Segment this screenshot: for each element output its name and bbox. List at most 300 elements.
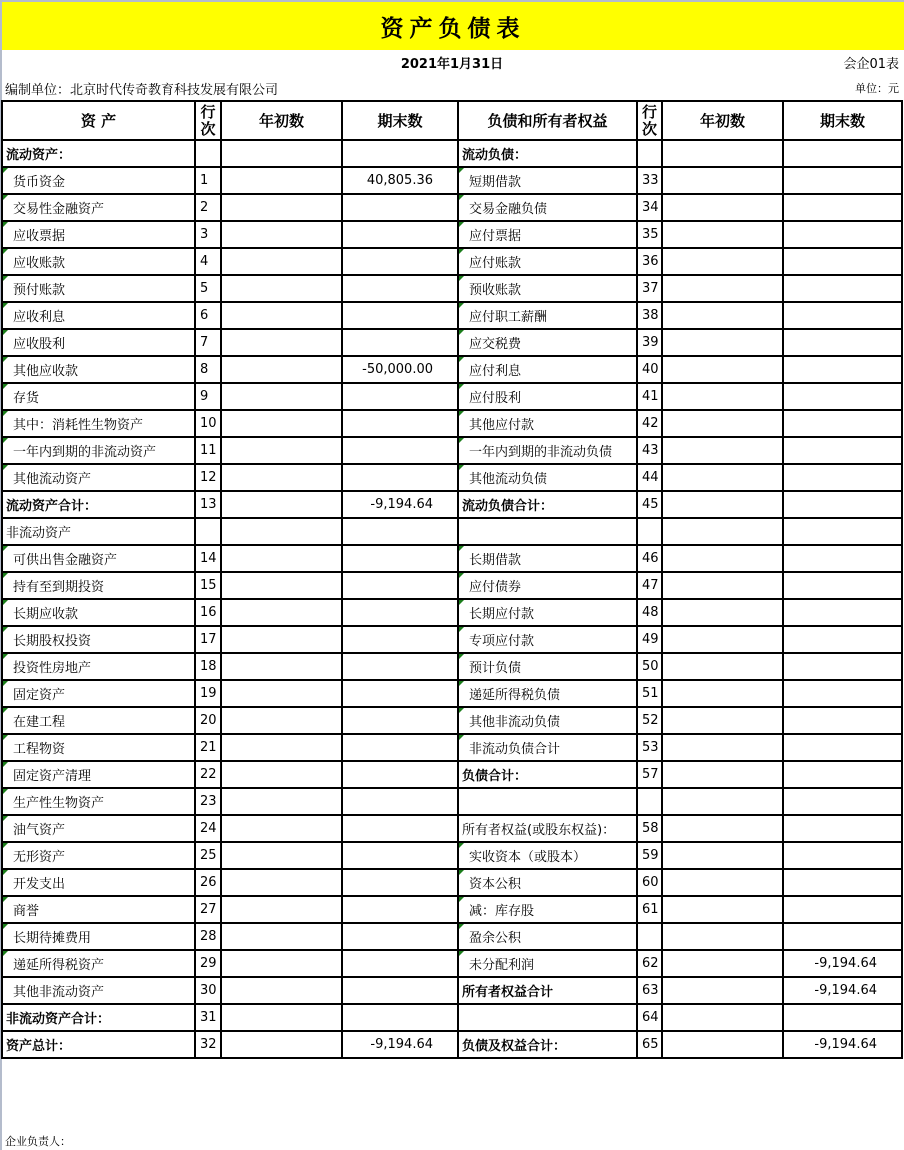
asset-begin-value[interactable] [221, 194, 342, 221]
liability-row-no[interactable] [637, 923, 662, 950]
table-row [2, 194, 902, 221]
asset-end-value[interactable]: 40,805.36 [342, 167, 458, 194]
asset-row-no[interactable]: 2 [195, 194, 221, 221]
asset-row-no[interactable]: 19 [195, 680, 221, 707]
asset-begin-value[interactable] [221, 572, 342, 599]
asset-row-no[interactable]: 24 [195, 815, 221, 842]
asset-begin-value[interactable] [221, 302, 342, 329]
liability-label[interactable]: 长期借款 [458, 545, 637, 572]
table-row [2, 221, 902, 248]
asset-row-no[interactable]: 26 [195, 869, 221, 896]
liability-row-no[interactable]: 59 [637, 842, 662, 869]
asset-label[interactable]: 长期应收款 [2, 599, 195, 626]
asset-label[interactable]: 货币资金 [2, 167, 195, 194]
liability-row-no[interactable]: 49 [637, 626, 662, 653]
header-end[interactable]: 期末数 [342, 101, 458, 140]
asset-end-value[interactable] [342, 761, 458, 788]
liability-label[interactable]: 所有者权益合计 [458, 977, 637, 1004]
liability-label[interactable]: 资本公积 [458, 869, 637, 896]
liability-begin-value[interactable] [662, 437, 783, 464]
asset-label[interactable]: 固定资产 [2, 680, 195, 707]
asset-row-no[interactable]: 7 [195, 329, 221, 356]
liability-label[interactable]: 所有者权益(或股东权益)： [458, 815, 637, 842]
liability-end-value[interactable] [783, 518, 902, 545]
asset-label[interactable]: 预付账款 [2, 275, 195, 302]
company-label[interactable]: 编制单位：北京时代传奇教育科技发展有限公司 [5, 83, 279, 98]
liability-label[interactable]: 盈余公积 [458, 923, 637, 950]
asset-begin-value[interactable] [221, 599, 342, 626]
liability-end-value[interactable] [783, 707, 902, 734]
liability-row-no[interactable]: 34 [637, 194, 662, 221]
asset-begin-value[interactable] [221, 140, 342, 167]
table-row [2, 950, 902, 977]
header-row-no[interactable] [195, 101, 221, 140]
title-cell[interactable] [2, 2, 904, 50]
asset-begin-value[interactable] [221, 788, 342, 815]
liability-label[interactable]: 流动负债合计： [458, 491, 637, 518]
asset-row-no[interactable]: 4 [195, 248, 221, 275]
liability-begin-value[interactable] [662, 248, 783, 275]
asset-row-no[interactable]: 23 [195, 788, 221, 815]
asset-end-value[interactable] [342, 896, 458, 923]
asset-row-no[interactable]: 12 [195, 464, 221, 491]
liability-begin-value[interactable] [662, 896, 783, 923]
liability-label[interactable]: 应交税费 [458, 329, 637, 356]
report-title: 资产负债表 [380, 15, 526, 42]
asset-begin-value[interactable] [221, 653, 342, 680]
liability-label[interactable] [458, 1004, 637, 1031]
asset-row-no[interactable]: 25 [195, 842, 221, 869]
asset-begin-value[interactable] [221, 950, 342, 977]
table-row [2, 761, 902, 788]
header-liabilities[interactable]: 负债和所有者权益 [458, 101, 637, 140]
asset-begin-value[interactable] [221, 545, 342, 572]
liability-row-no[interactable]: 61 [637, 896, 662, 923]
liability-row-no[interactable]: 51 [637, 680, 662, 707]
liability-row-no[interactable] [637, 788, 662, 815]
asset-end-value[interactable] [342, 275, 458, 302]
asset-begin-value[interactable] [221, 410, 342, 437]
liability-begin-value[interactable] [662, 950, 783, 977]
liability-label[interactable]: 负债及权益合计： [458, 1031, 637, 1058]
liability-label[interactable]: 其他流动负债 [458, 464, 637, 491]
liability-begin-value[interactable] [662, 329, 783, 356]
asset-end-value[interactable] [342, 734, 458, 761]
liability-end-value[interactable] [783, 140, 902, 167]
asset-row-no[interactable]: 16 [195, 599, 221, 626]
asset-begin-value[interactable] [221, 437, 342, 464]
asset-label[interactable]: 投资性房地产 [2, 653, 195, 680]
liability-begin-value[interactable] [662, 194, 783, 221]
asset-row-no[interactable]: 32 [195, 1031, 221, 1058]
asset-label[interactable]: 递延所得税资产 [2, 950, 195, 977]
asset-row-no[interactable] [195, 140, 221, 167]
asset-begin-value[interactable] [221, 734, 342, 761]
liability-end-value[interactable] [783, 491, 902, 518]
liability-begin-value[interactable] [662, 869, 783, 896]
asset-row-no[interactable]: 17 [195, 626, 221, 653]
liability-label[interactable]: 流动负债： [458, 140, 637, 167]
liability-end-value[interactable] [783, 572, 902, 599]
asset-begin-value[interactable] [221, 329, 342, 356]
asset-begin-value[interactable] [221, 977, 342, 1004]
liability-label[interactable]: 负债合计： [458, 761, 637, 788]
asset-end-value[interactable]: -9,194.64 [342, 1031, 458, 1058]
liability-begin-value[interactable] [662, 1031, 783, 1058]
asset-begin-value[interactable] [221, 842, 342, 869]
asset-label[interactable]: 流动资产： [2, 140, 195, 167]
asset-end-value[interactable] [342, 329, 458, 356]
asset-row-no[interactable]: 13 [195, 491, 221, 518]
liability-label[interactable]: 实收资本（或股本） [458, 842, 637, 869]
liability-begin-value[interactable] [662, 221, 783, 248]
liability-begin-value[interactable] [662, 626, 783, 653]
asset-label[interactable]: 应收股利 [2, 329, 195, 356]
liability-end-value[interactable] [783, 437, 902, 464]
liability-begin-value[interactable] [662, 491, 783, 518]
liability-begin-value[interactable] [662, 815, 783, 842]
liability-begin-value[interactable] [662, 923, 783, 950]
asset-end-value[interactable] [342, 707, 458, 734]
liability-row-no[interactable]: 41 [637, 383, 662, 410]
liability-label[interactable]: 其他非流动负债 [458, 707, 637, 734]
asset-label[interactable]: 商誉 [2, 896, 195, 923]
liability-end-value[interactable] [783, 383, 902, 410]
asset-label[interactable]: 资产总计： [2, 1031, 195, 1058]
asset-label[interactable]: 在建工程 [2, 707, 195, 734]
asset-label[interactable]: 固定资产清理 [2, 761, 195, 788]
liability-row-no[interactable]: 38 [637, 302, 662, 329]
liability-begin-value[interactable] [662, 788, 783, 815]
liability-row-no[interactable]: 35 [637, 221, 662, 248]
liability-begin-value[interactable] [662, 707, 783, 734]
asset-end-value[interactable] [342, 545, 458, 572]
liability-label[interactable]: 未分配利润 [458, 950, 637, 977]
asset-begin-value[interactable] [221, 464, 342, 491]
asset-begin-value[interactable] [221, 761, 342, 788]
asset-begin-value[interactable] [221, 923, 342, 950]
table-row [2, 680, 902, 707]
liability-row-no[interactable]: 42 [637, 410, 662, 437]
liability-begin-value[interactable] [662, 302, 783, 329]
asset-end-value[interactable] [342, 194, 458, 221]
liability-row-no[interactable]: 64 [637, 1004, 662, 1031]
table-row [2, 410, 902, 437]
liability-end-value[interactable] [783, 275, 902, 302]
liability-end-value[interactable] [783, 923, 902, 950]
liability-end-value[interactable]: -9,194.64 [783, 977, 902, 1004]
asset-label[interactable]: 其他应收款 [2, 356, 195, 383]
liability-end-value[interactable] [783, 896, 902, 923]
liability-label[interactable]: 应付股利 [458, 383, 637, 410]
liability-end-value[interactable]: -9,194.64 [783, 950, 902, 977]
asset-end-value[interactable] [342, 1004, 458, 1031]
asset-end-value[interactable] [342, 653, 458, 680]
asset-row-no[interactable]: 14 [195, 545, 221, 572]
liability-label[interactable]: 一年内到期的非流动负债 [458, 437, 637, 464]
header-begin-2[interactable]: 年初数 [662, 101, 783, 140]
asset-label[interactable]: 可供出售金融资产 [2, 545, 195, 572]
asset-end-value[interactable] [342, 869, 458, 896]
table-row [2, 275, 902, 302]
asset-end-value[interactable] [342, 518, 458, 545]
asset-label[interactable]: 存货 [2, 383, 195, 410]
liability-begin-value[interactable] [662, 653, 783, 680]
asset-begin-value[interactable] [221, 869, 342, 896]
liability-row-no[interactable]: 45 [637, 491, 662, 518]
liability-row-no[interactable]: 58 [637, 815, 662, 842]
liability-row-no[interactable]: 62 [637, 950, 662, 977]
asset-label[interactable]: 应收账款 [2, 248, 195, 275]
asset-label[interactable]: 流动资产合计： [2, 491, 195, 518]
table-row [2, 977, 902, 1004]
asset-end-value[interactable] [342, 626, 458, 653]
asset-row-no[interactable]: 15 [195, 572, 221, 599]
liability-row-no[interactable]: 39 [637, 329, 662, 356]
asset-begin-value[interactable] [221, 707, 342, 734]
liability-label[interactable]: 短期借款 [458, 167, 637, 194]
asset-row-no[interactable]: 9 [195, 383, 221, 410]
liability-label[interactable] [458, 788, 637, 815]
liability-begin-value[interactable] [662, 410, 783, 437]
liability-end-value[interactable] [783, 1004, 902, 1031]
liability-label[interactable]: 应付账款 [458, 248, 637, 275]
liability-end-value[interactable] [783, 545, 902, 572]
asset-end-value[interactable] [342, 923, 458, 950]
asset-label[interactable]: 一年内到期的非流动资产 [2, 437, 195, 464]
asset-row-no[interactable]: 10 [195, 410, 221, 437]
liability-end-value[interactable]: -9,194.64 [783, 1031, 902, 1058]
asset-label[interactable]: 其他流动资产 [2, 464, 195, 491]
liability-label[interactable]: 其他应付款 [458, 410, 637, 437]
asset-end-value[interactable] [342, 599, 458, 626]
liability-end-value[interactable] [783, 761, 902, 788]
liability-end-value[interactable] [783, 869, 902, 896]
asset-label[interactable]: 应收票据 [2, 221, 195, 248]
asset-end-value[interactable] [342, 977, 458, 1004]
asset-begin-value[interactable] [221, 518, 342, 545]
liability-end-value[interactable] [783, 599, 902, 626]
liability-begin-value[interactable] [662, 518, 783, 545]
asset-row-no[interactable]: 5 [195, 275, 221, 302]
liability-end-value[interactable] [783, 842, 902, 869]
liability-label[interactable]: 应付债券 [458, 572, 637, 599]
asset-label[interactable]: 非流动资产合计： [2, 1004, 195, 1031]
liability-row-no[interactable]: 52 [637, 707, 662, 734]
asset-row-no[interactable]: 11 [195, 437, 221, 464]
asset-begin-value[interactable] [221, 248, 342, 275]
header-row-no-text: 行次 [200, 102, 216, 138]
liability-end-value[interactable] [783, 734, 902, 761]
report-date-cell[interactable] [0, 53, 904, 72]
liability-begin-value[interactable] [662, 383, 783, 410]
asset-label[interactable]: 其他非流动资产 [2, 977, 195, 1004]
liability-row-no[interactable]: 36 [637, 248, 662, 275]
liability-begin-value[interactable] [662, 977, 783, 1004]
liability-row-no[interactable] [637, 518, 662, 545]
liability-row-no[interactable]: 43 [637, 437, 662, 464]
asset-end-value[interactable] [342, 383, 458, 410]
liability-row-no[interactable]: 53 [637, 734, 662, 761]
table-row [2, 896, 902, 923]
asset-begin-value[interactable] [221, 626, 342, 653]
liability-begin-value[interactable] [662, 572, 783, 599]
asset-begin-value[interactable] [221, 815, 342, 842]
liability-label[interactable]: 递延所得税负债 [458, 680, 637, 707]
asset-row-no[interactable]: 18 [195, 653, 221, 680]
liability-end-value[interactable] [783, 680, 902, 707]
liability-end-value[interactable] [783, 815, 902, 842]
liability-begin-value[interactable] [662, 599, 783, 626]
liability-row-no[interactable]: 47 [637, 572, 662, 599]
asset-label[interactable]: 其中：消耗性生物资产 [2, 410, 195, 437]
liability-end-value[interactable] [783, 464, 902, 491]
asset-begin-value[interactable] [221, 491, 342, 518]
asset-label[interactable]: 开发支出 [2, 869, 195, 896]
asset-row-no[interactable]: 8 [195, 356, 221, 383]
liability-row-no[interactable]: 48 [637, 599, 662, 626]
asset-row-no[interactable] [195, 518, 221, 545]
asset-label[interactable]: 长期股权投资 [2, 626, 195, 653]
liability-end-value[interactable] [783, 329, 902, 356]
asset-begin-value[interactable] [221, 680, 342, 707]
liability-end-value[interactable] [783, 167, 902, 194]
asset-label[interactable]: 工程物资 [2, 734, 195, 761]
asset-begin-value[interactable] [221, 383, 342, 410]
liability-label[interactable]: 应付票据 [458, 221, 637, 248]
currency-unit[interactable]: 单位：元 [855, 82, 899, 95]
asset-end-value[interactable]: -9,194.64 [342, 491, 458, 518]
liability-label[interactable]: 非流动负债合计 [458, 734, 637, 761]
asset-begin-value[interactable] [221, 1004, 342, 1031]
form-number[interactable]: 会企01表 [843, 57, 899, 72]
liability-row-no[interactable] [637, 140, 662, 167]
asset-label[interactable]: 油气资产 [2, 815, 195, 842]
asset-label[interactable]: 应收利息 [2, 302, 195, 329]
liability-row-no[interactable]: 65 [637, 1031, 662, 1058]
table-row [2, 815, 902, 842]
liability-end-value[interactable] [783, 194, 902, 221]
liability-label[interactable]: 应付利息 [458, 356, 637, 383]
liability-label[interactable]: 专项应付款 [458, 626, 637, 653]
asset-row-no[interactable]: 27 [195, 896, 221, 923]
asset-end-value[interactable] [342, 410, 458, 437]
asset-begin-value[interactable] [221, 1031, 342, 1058]
liability-end-value[interactable] [783, 356, 902, 383]
asset-row-no[interactable]: 3 [195, 221, 221, 248]
asset-end-value[interactable] [342, 248, 458, 275]
asset-row-no[interactable]: 30 [195, 977, 221, 1004]
asset-label[interactable]: 生产性生物资产 [2, 788, 195, 815]
liability-label[interactable]: 预收账款 [458, 275, 637, 302]
footer-responsible[interactable]: 企业负责人： [5, 1135, 71, 1148]
asset-end-value[interactable] [342, 437, 458, 464]
liability-row-no[interactable]: 33 [637, 167, 662, 194]
liability-end-value[interactable] [783, 788, 902, 815]
liability-end-value[interactable] [783, 626, 902, 653]
asset-row-no[interactable]: 28 [195, 923, 221, 950]
asset-begin-value[interactable] [221, 356, 342, 383]
liability-begin-value[interactable] [662, 761, 783, 788]
asset-label[interactable]: 长期待摊费用 [2, 923, 195, 950]
asset-label[interactable]: 持有至到期投资 [2, 572, 195, 599]
liability-end-value[interactable] [783, 302, 902, 329]
asset-label[interactable]: 交易性金融资产 [2, 194, 195, 221]
liability-label[interactable]: 应付职工薪酬 [458, 302, 637, 329]
asset-begin-value[interactable] [221, 275, 342, 302]
asset-begin-value[interactable] [221, 221, 342, 248]
asset-end-value[interactable] [342, 815, 458, 842]
liability-begin-value[interactable] [662, 464, 783, 491]
asset-end-value[interactable] [342, 302, 458, 329]
liability-end-value[interactable] [783, 221, 902, 248]
asset-row-no[interactable]: 1 [195, 167, 221, 194]
liability-begin-value[interactable] [662, 842, 783, 869]
header-row-no-2-text: 行次 [641, 102, 657, 138]
table-row [2, 572, 902, 599]
asset-end-value[interactable] [342, 140, 458, 167]
asset-label[interactable]: 无形资产 [2, 842, 195, 869]
asset-end-value[interactable] [342, 788, 458, 815]
asset-row-no[interactable]: 29 [195, 950, 221, 977]
liability-row-no[interactable]: 40 [637, 356, 662, 383]
liability-begin-value[interactable] [662, 167, 783, 194]
asset-end-value[interactable] [342, 464, 458, 491]
liability-begin-value[interactable] [662, 275, 783, 302]
liability-end-value[interactable] [783, 653, 902, 680]
liability-label[interactable]: 长期应付款 [458, 599, 637, 626]
liability-begin-value[interactable] [662, 734, 783, 761]
liability-row-no[interactable]: 37 [637, 275, 662, 302]
header-assets[interactable]: 资 产 [2, 101, 195, 140]
liability-label[interactable]: 预计负债 [458, 653, 637, 680]
liability-label[interactable]: 交易金融负债 [458, 194, 637, 221]
liability-row-no[interactable]: 60 [637, 869, 662, 896]
liability-end-value[interactable] [783, 248, 902, 275]
asset-row-no[interactable]: 6 [195, 302, 221, 329]
liability-row-no[interactable]: 44 [637, 464, 662, 491]
liability-end-value[interactable] [783, 410, 902, 437]
liability-begin-value[interactable] [662, 680, 783, 707]
liability-row-no[interactable]: 50 [637, 653, 662, 680]
liability-row-no[interactable]: 63 [637, 977, 662, 1004]
asset-row-no[interactable]: 21 [195, 734, 221, 761]
asset-end-value[interactable] [342, 572, 458, 599]
header-row-no-2[interactable] [637, 101, 662, 140]
asset-end-value[interactable] [342, 842, 458, 869]
asset-label[interactable]: 非流动资产 [2, 518, 195, 545]
asset-row-no[interactable]: 20 [195, 707, 221, 734]
asset-end-value[interactable] [342, 950, 458, 977]
asset-row-no[interactable]: 22 [195, 761, 221, 788]
asset-begin-value[interactable] [221, 167, 342, 194]
liability-label[interactable] [458, 518, 637, 545]
liability-begin-value[interactable] [662, 140, 783, 167]
liability-begin-value[interactable] [662, 545, 783, 572]
asset-end-value[interactable] [342, 221, 458, 248]
header-begin[interactable]: 年初数 [221, 101, 342, 140]
asset-begin-value[interactable] [221, 896, 342, 923]
liability-begin-value[interactable] [662, 356, 783, 383]
liability-row-no[interactable]: 57 [637, 761, 662, 788]
liability-begin-value[interactable] [662, 1004, 783, 1031]
asset-end-value[interactable] [342, 680, 458, 707]
asset-row-no[interactable]: 31 [195, 1004, 221, 1031]
liability-row-no[interactable]: 46 [637, 545, 662, 572]
header-end-2[interactable]: 期末数 [783, 101, 902, 140]
asset-end-value[interactable]: -50,000.00 [342, 356, 458, 383]
liability-label[interactable]: 减：库存股 [458, 896, 637, 923]
